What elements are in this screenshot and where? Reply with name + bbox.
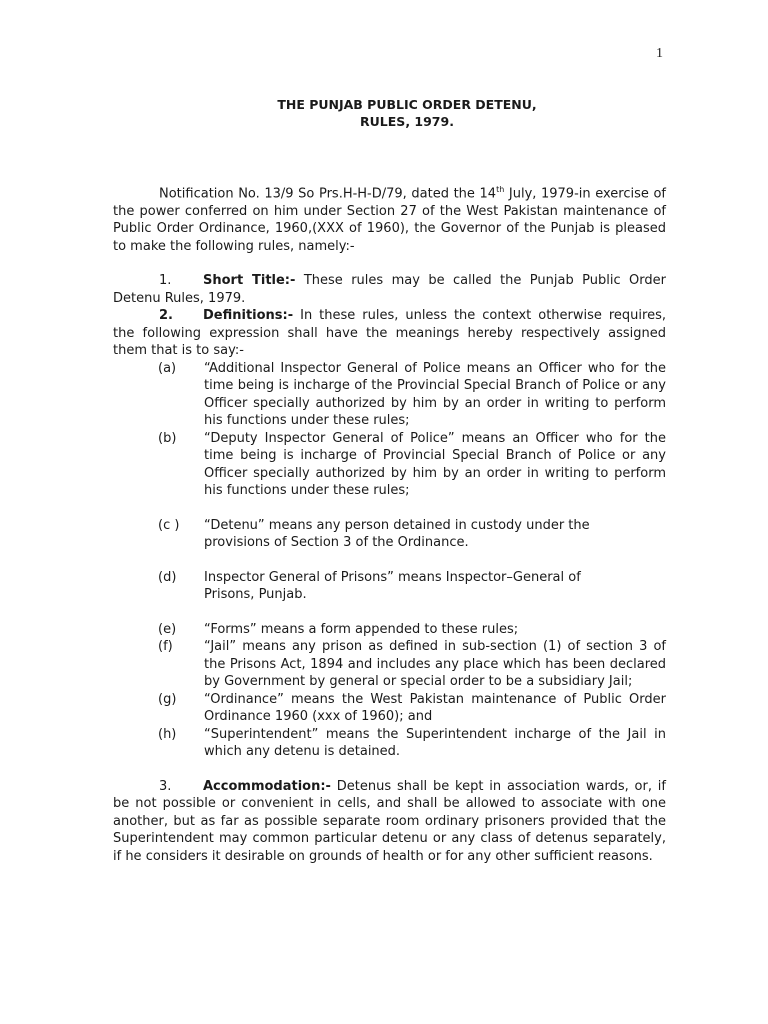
definition-text: “Forms” means a form appended to these rules; <box>204 621 519 637</box>
rule-2-heading: Definitions:- <box>203 308 294 324</box>
rule-2-text: In these rules, unless the context otherwise requires, the following expression shall have the meanings hereby respectively assigned them that is to say:- <box>113 308 666 359</box>
title-line-1: THE PUNJAB PUBLIC ORDER DETENU, <box>277 97 537 112</box>
definition-text: “Superintendent” means the Superintendent incharge of the Jail in which any detenu is detained. <box>204 726 666 760</box>
definition-label: (f) <box>158 639 173 655</box>
rule-1-number: 1. <box>159 273 172 289</box>
page-number: 1 <box>656 46 663 61</box>
definition-label: (b) <box>158 430 177 446</box>
definition-text: Inspector General of Prisons” means Inspector–General of Prisons, Punjab. <box>204 569 581 603</box>
definition-label: (e) <box>158 621 177 637</box>
definition-label: (g) <box>158 691 177 707</box>
definition-item-d <box>113 569 666 604</box>
definition-item-c <box>113 517 666 552</box>
definition-label: (c ) <box>158 517 180 533</box>
rule-1-heading: Short Title:- <box>203 273 296 289</box>
definition-label: (h) <box>158 726 177 742</box>
definition-item-b <box>113 430 666 500</box>
rule-1-text: These rules may be called the Punjab Public Order Detenu Rules, 1979. <box>113 273 666 306</box>
document-title <box>0 96 768 130</box>
intro-text-end: July, 1979-in exercise of the power conferred on him under Section 27 of the West Pakistan maintenance of Public Order Ordinance, 1960,(XXX of 1960), the Governor of the Punjab is pleased to make the following rules, namely:- <box>113 186 666 254</box>
rule-3-heading: Accommodation:- <box>203 778 331 794</box>
intro-superscript: th <box>496 185 505 194</box>
rule-2-number: 2. <box>159 308 173 324</box>
definition-text: “Jail” means any prison as defined in sub-section (1) of section 3 of the Prisons Act, 1894 and includes any place which has been declared by Government by general or special order to be a subsidiary Jail; <box>204 639 666 690</box>
rule-3-text: Detenus shall be kept in association wards, or, if be not possible or convenient in cells, and shall be allowed to associate with one another, but as far as possible separate room ordinary prisoners provided that the Superintendent may common particular detenu or any class of detenus separately, if he considers it desirable on grounds of health or for any other sufficient reasons. <box>113 778 666 864</box>
rule-2 <box>113 307 666 360</box>
definition-label: (a) <box>158 360 177 376</box>
definition-text: “Ordinance” means the West Pakistan maintenance of Public Order Ordinance 1960 (xxx of 1960); and <box>204 691 666 725</box>
intro-text-start: Notification No. 13/9 So Prs.H-H-D/79, dated the 14 <box>159 186 497 202</box>
definition-item-f <box>113 638 666 691</box>
definition-text: “Deputy Inspector General of Police” means an Officer who for the time being is incharge of Provincial Special Branch of Police or any Officer specially authorized by him by an order in writing to perform his functions under these rules; <box>204 430 666 499</box>
rule-1 <box>113 272 666 307</box>
rule-3 <box>113 778 666 866</box>
document-body <box>113 181 666 865</box>
intro-paragraph <box>113 181 666 255</box>
definition-item-e <box>113 621 666 639</box>
definition-text: “Additional Inspector General of Police means an Officer who for the time being is incharge of the Provincial Special Branch of Police or any Officer specially authorized by him by an order in writing to perform his functions under these rules; <box>204 360 666 429</box>
definition-text: “Detenu” means any person detained in custody under the provisions of Section 3 of the Ordinance. <box>204 517 590 551</box>
definition-item-a <box>113 360 666 430</box>
rule-3-number: 3. <box>159 778 172 794</box>
definition-item-g <box>113 691 666 726</box>
definition-label: (d) <box>158 569 177 585</box>
definition-item-h <box>113 726 666 761</box>
title-line-2: RULES, 1979. <box>360 114 454 129</box>
